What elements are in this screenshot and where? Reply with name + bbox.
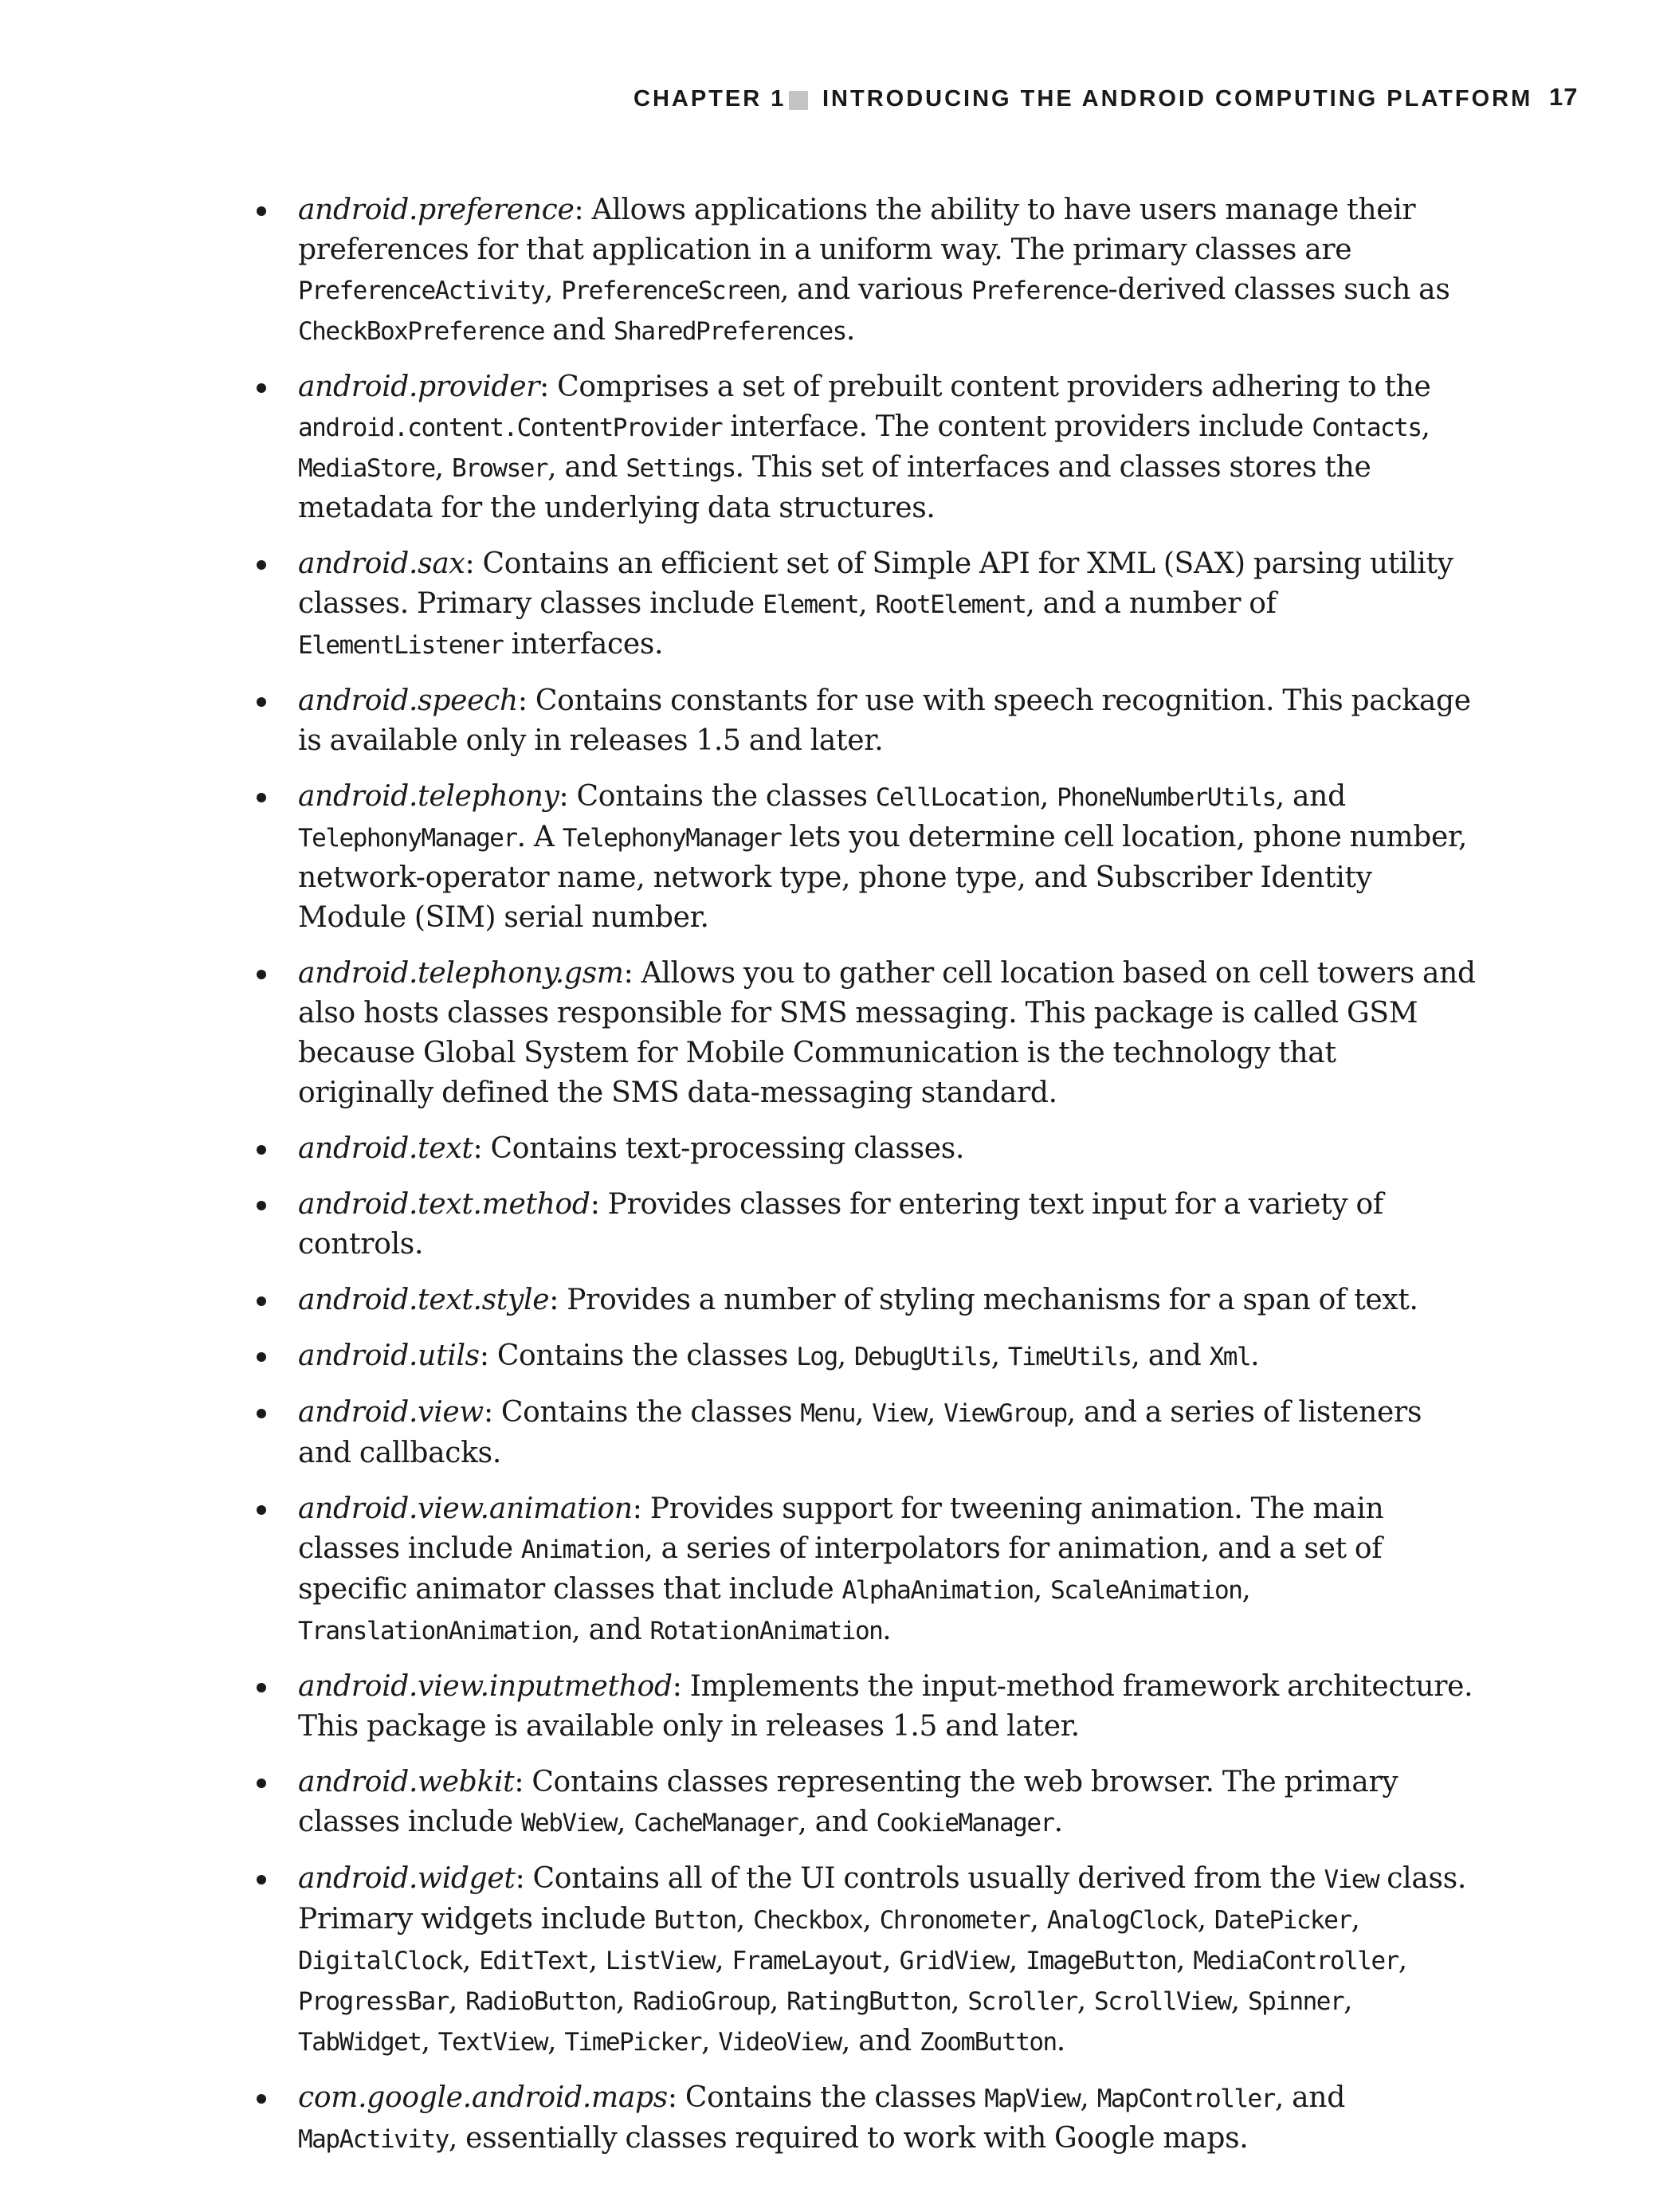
list-item xyxy=(252,190,1479,351)
description-text: interfaces. xyxy=(503,628,664,661)
description-text: interface. The content providers include xyxy=(722,410,1312,443)
class-name: Contacts xyxy=(1312,414,1422,442)
description-text: , xyxy=(617,1806,634,1838)
list-item xyxy=(252,367,1479,528)
class-name: EditText xyxy=(479,1947,589,1975)
class-name: ImageButton xyxy=(1026,1947,1177,1975)
description-text: , xyxy=(1008,1943,1026,1976)
description-text: , essentially classes required to work with Google maps. xyxy=(448,2122,1249,2155)
description-text: , xyxy=(862,1903,880,1936)
description-text: , and xyxy=(1274,2081,1345,2114)
class-name: PhoneNumberUtils xyxy=(1057,783,1276,812)
description-text: , xyxy=(434,451,452,484)
description-text: , and a number of xyxy=(1026,587,1277,620)
class-name: PreferenceActivity xyxy=(298,276,544,305)
bullet-icon xyxy=(257,1683,266,1692)
description-text: , xyxy=(421,2025,438,2057)
class-name: TelephonyManager xyxy=(562,824,782,853)
package-name: android.sax xyxy=(298,547,465,580)
description-text: : Contains an efficient set of Simple API for XML (SAX) parsing utility classes. Primary classes include xyxy=(298,547,1453,620)
list-item xyxy=(252,1489,1479,1651)
description-text: , xyxy=(543,273,562,306)
class-name: SharedPreferences xyxy=(614,317,846,346)
bullet-icon xyxy=(257,383,266,393)
class-name: VideoView xyxy=(718,2028,841,2057)
description-text: : Provides support for tweening animation. The main classes include xyxy=(298,1492,1384,1565)
description-text: , xyxy=(882,1943,900,1976)
description-text: , xyxy=(1242,1573,1251,1606)
bullet-icon xyxy=(257,2094,266,2104)
class-name: DigitalClock xyxy=(298,1947,462,1975)
description-text: : Contains the classes xyxy=(483,1396,801,1429)
bullet-icon xyxy=(257,793,266,802)
class-name: DebugUtils xyxy=(853,1343,991,1371)
description-text: , and xyxy=(841,2025,920,2057)
description-text: : Contains text-processing classes. xyxy=(473,1132,965,1165)
description-text: : Contains classes representing the web browser. The primary classes include xyxy=(298,1766,1398,1838)
class-name: ProgressBar xyxy=(298,1987,449,2016)
class-name: TabWidget xyxy=(298,2028,422,2057)
list-item xyxy=(252,1667,1479,1747)
description-text: : Allows you to gather cell location based on cell towers and also hosts classes responsible for SMS messaging. This package is called GSM because Global System for Mobile Communication is the technology that originally defined the SMS data-messaging standard. xyxy=(298,957,1476,1109)
description-text: : Provides classes for entering text input for a variety of controls. xyxy=(298,1188,1383,1261)
package-name: android.webkit xyxy=(298,1766,515,1798)
class-name: ElementListener xyxy=(298,631,504,660)
description-text: , xyxy=(951,1984,968,2017)
class-name: ZoomButton xyxy=(920,2028,1057,2057)
class-name: Checkbox xyxy=(753,1906,863,1935)
package-name: android.utils xyxy=(298,1339,480,1372)
list-item xyxy=(252,1763,1479,1843)
bullet-icon xyxy=(257,206,266,216)
class-name: DatePicker xyxy=(1214,1906,1351,1935)
description-text: . xyxy=(1056,2025,1065,2057)
description-text: , xyxy=(736,1903,754,1936)
package-name: android.text.style xyxy=(298,1284,550,1316)
description-text: lets you determine cell location, phone number, network-operator name, network type, phone type, and Subscriber Identity Module (SIM) serial number. xyxy=(298,821,1468,934)
class-name: CookieManager xyxy=(876,1809,1054,1837)
class-name: WebView xyxy=(520,1809,618,1837)
description-text: , xyxy=(1176,1943,1194,1976)
class-name: CheckBoxPreference xyxy=(298,317,544,346)
class-name: MediaStore xyxy=(298,454,435,483)
class-name: TimePicker xyxy=(564,2028,702,2057)
class-name: TranslationAnimation xyxy=(298,1617,572,1645)
description-text: , and xyxy=(1275,780,1346,813)
description-text: , xyxy=(1421,410,1430,443)
description-text: , xyxy=(926,1396,944,1429)
class-name: FrameLayout xyxy=(732,1947,883,1975)
list-item xyxy=(252,777,1479,938)
description-text: : Contains the classes xyxy=(667,2081,985,2114)
class-name: ViewGroup xyxy=(943,1399,1067,1428)
list-item xyxy=(252,954,1479,1113)
header-chapter: CHAPTER 1 xyxy=(634,86,787,112)
class-name: MapActivity xyxy=(298,2125,449,2154)
description-text: -derived classes such as xyxy=(1108,273,1450,306)
list-item xyxy=(252,544,1479,665)
description-text: , xyxy=(858,587,876,620)
description-text: : Contains the classes xyxy=(559,780,876,813)
bullet-icon xyxy=(257,1779,266,1788)
class-name: MapView xyxy=(984,2085,1081,2113)
class-name: Scroller xyxy=(967,1987,1077,2016)
class-name: TelephonyManager xyxy=(298,824,517,853)
description-text: , xyxy=(1398,1943,1407,1976)
package-list xyxy=(252,190,1479,2175)
description-text: : Contains constants for use with speech recognition. This package is available only in releases 1.5 and later. xyxy=(298,684,1471,757)
class-name: TextView xyxy=(437,2028,548,2057)
description-text: . This set of interfaces and classes stores the metadata for the underlying data structures. xyxy=(298,451,1371,524)
description-text: : Implements the input-method framework architecture. This package is available only in releases 1.5 and later. xyxy=(298,1670,1473,1743)
class-name: GridView xyxy=(899,1947,1009,1975)
bullet-icon xyxy=(257,697,266,707)
bullet-icon xyxy=(257,970,266,979)
class-name: ListView xyxy=(605,1947,716,1975)
description-text: , and various xyxy=(779,273,971,306)
package-name: android.provider xyxy=(298,371,540,403)
list-item xyxy=(252,681,1479,761)
list-item xyxy=(252,1859,1479,2062)
description-text: , xyxy=(547,2025,565,2057)
package-name: android.view.inputmethod xyxy=(298,1670,673,1703)
package-name: android.text.method xyxy=(298,1188,590,1221)
list-item xyxy=(252,2078,1479,2159)
description-text: , xyxy=(588,1943,606,1976)
class-name: CacheManager xyxy=(634,1809,798,1837)
package-name: android.widget xyxy=(298,1862,516,1895)
description-text: , xyxy=(615,1984,634,2017)
bullet-icon xyxy=(257,1875,266,1885)
class-name: AlphaAnimation xyxy=(841,1576,1034,1605)
description-text: , xyxy=(1030,1903,1047,1936)
package-name: android.view.animation xyxy=(298,1492,633,1525)
bullet-icon xyxy=(257,1145,266,1155)
list-item xyxy=(252,1129,1479,1169)
class-name: PreferenceScreen xyxy=(561,276,780,305)
package-name: android.view xyxy=(298,1396,484,1429)
class-name: ScrollView xyxy=(1094,1987,1231,2016)
class-name: Browser xyxy=(451,454,548,483)
class-name: Animation xyxy=(520,1535,645,1564)
bullet-icon xyxy=(257,1352,266,1362)
description-text: , xyxy=(837,1339,854,1372)
description-text: , xyxy=(1033,1573,1051,1606)
description-text: : Provides a number of styling mechanisms for a span of text. xyxy=(549,1284,1418,1316)
class-name: Settings xyxy=(626,454,736,483)
package-name: android.preference xyxy=(298,194,575,226)
description-text: , xyxy=(1344,1984,1353,2017)
description-text: , xyxy=(1039,780,1057,813)
package-name: com.google.android.maps xyxy=(298,2081,668,2114)
package-name: android.telephony.gsm xyxy=(298,957,624,990)
bullet-icon xyxy=(257,1296,266,1306)
description-text: : Contains all of the UI controls usually derived from the xyxy=(515,1862,1324,1895)
page-number: 17 xyxy=(1549,83,1579,111)
description-text: . xyxy=(1053,1806,1063,1838)
class-name: Preference xyxy=(971,276,1108,305)
class-name: AnalogClock xyxy=(1046,1906,1198,1935)
description-text: . xyxy=(845,314,855,347)
description-text: , xyxy=(1351,1903,1360,1936)
running-header xyxy=(0,83,1675,115)
class-name: android.content.ContentProvider xyxy=(298,414,723,442)
description-text: class. Primary widgets include xyxy=(298,1862,1467,1936)
description-text: , and xyxy=(547,451,626,484)
description-text: , xyxy=(1077,1984,1095,2017)
class-name: RatingButton xyxy=(787,1987,951,2016)
list-item xyxy=(252,1336,1479,1377)
package-name: android.telephony xyxy=(298,780,559,813)
description-text: , xyxy=(461,1943,480,1976)
class-name: Spinner xyxy=(1247,1987,1344,2016)
class-name: Chronometer xyxy=(879,1906,1030,1935)
list-item xyxy=(252,1185,1479,1265)
class-name: ScaleAnimation xyxy=(1050,1576,1242,1605)
description-text: . xyxy=(882,1614,892,1646)
bullet-icon xyxy=(257,1201,266,1210)
description-text: , xyxy=(1080,2081,1097,2114)
description-text: , xyxy=(1197,1903,1214,1936)
description-text: , and xyxy=(571,1614,650,1646)
description-text: and xyxy=(543,314,614,347)
header-separator-square xyxy=(789,91,808,110)
class-name: View xyxy=(872,1399,927,1428)
description-text: , xyxy=(715,1943,732,1976)
description-text: , and a series of listeners and callbacks. xyxy=(298,1396,1422,1469)
class-name: Xml xyxy=(1209,1343,1251,1371)
class-name: View xyxy=(1324,1865,1379,1894)
bullet-icon xyxy=(257,1409,266,1418)
bullet-icon xyxy=(257,1505,266,1515)
description-text: , xyxy=(854,1396,873,1429)
list-item xyxy=(252,1281,1479,1320)
description-text: , and xyxy=(1131,1339,1210,1372)
description-text: , a series of interpolators for animation, and a set of specific animator classes that include xyxy=(298,1532,1383,1606)
package-name: android.speech xyxy=(298,684,518,717)
class-name: RotationAnimation xyxy=(649,1617,883,1645)
class-name: Button xyxy=(653,1906,736,1935)
class-name: RootElement xyxy=(875,590,1026,619)
package-name: android.text xyxy=(298,1132,473,1165)
list-item xyxy=(252,1393,1479,1473)
class-name: MediaController xyxy=(1193,1947,1398,1975)
class-name: Element xyxy=(763,590,859,619)
description-text: , xyxy=(769,1984,787,2017)
description-text: , xyxy=(701,2025,719,2057)
class-name: RadioButton xyxy=(465,1987,616,2016)
description-text: : Comprises a set of prebuilt content providers adhering to the xyxy=(539,371,1431,403)
description-text: . xyxy=(1250,1339,1260,1372)
header-title: INTRODUCING THE ANDROID COMPUTING PLATFORM xyxy=(822,86,1533,112)
description-text: , xyxy=(990,1339,1008,1372)
description-text: , xyxy=(1230,1984,1248,2017)
description-text: , and xyxy=(798,1806,877,1838)
class-name: TimeUtils xyxy=(1007,1343,1132,1371)
class-name: MapController xyxy=(1096,2085,1275,2113)
class-name: RadioGroup xyxy=(633,1987,770,2016)
description-text: : Contains the classes xyxy=(479,1339,797,1372)
bullet-icon xyxy=(257,560,266,570)
description-text: , xyxy=(448,1984,466,2017)
class-name: Menu xyxy=(800,1399,855,1428)
class-name: Log xyxy=(796,1343,838,1371)
class-name: CellLocation xyxy=(875,783,1040,812)
description-text: . A xyxy=(516,821,563,853)
description-text: : Allows applications the ability to have users manage their preferences for that application in a uniform way. The primary classes are xyxy=(298,194,1416,266)
